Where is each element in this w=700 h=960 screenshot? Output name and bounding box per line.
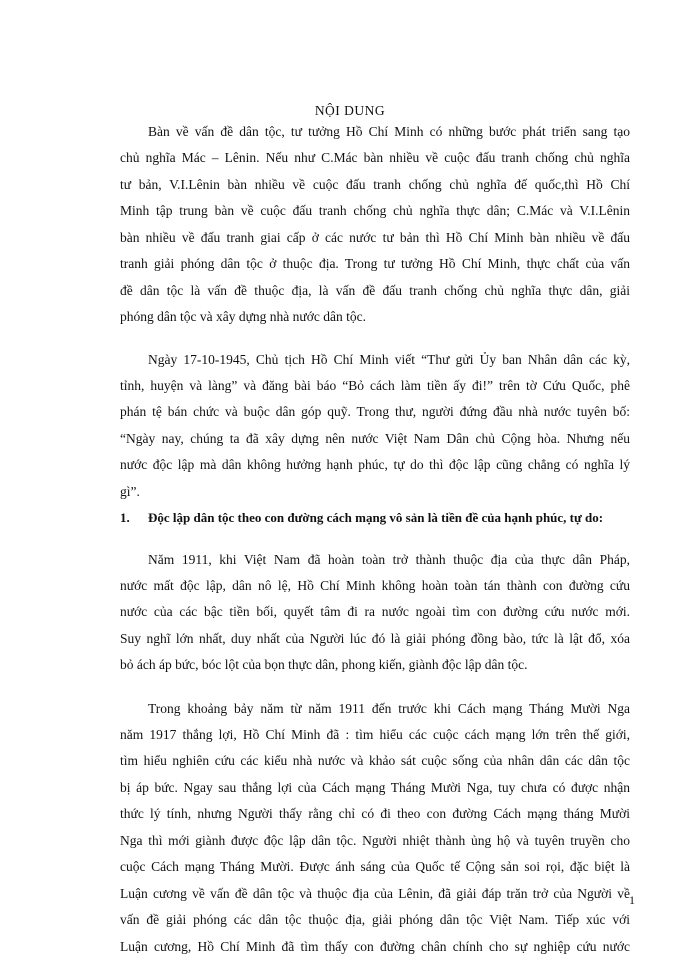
paragraph-line: Luận cương về vấn đề dân tộc và thuộc địa của Lênin, đã giải đáp trăn trở của Người về — [120, 886, 630, 901]
paragraph-line: nước độc lập mà dân không hưởng hạnh phúc, tự do thì độc lập cũng chẳng có nghĩa lý — [120, 457, 630, 472]
section-heading-number: 1. — [120, 510, 130, 525]
paragraph-line: cuộc Cách mạng Tháng Mười. Được ánh sáng của Quốc tế Cộng sản soi rọi, đặc biệt là — [120, 859, 630, 874]
paragraph-line: gì”. — [120, 484, 140, 499]
paragraph-line: bị áp bức. Ngay sau thắng lợi của Cách mạng Tháng Mười Nga, tuy chưa có được nhận — [120, 780, 630, 795]
paragraph-line: chủ nghĩa Mác – Lênin. Nếu như C.Mác bàn nhiều về cuộc đấu tranh chống chủ nghĩa — [120, 150, 630, 165]
page-title: NỘI DUNG — [314, 103, 386, 118]
paragraph-line: Trong khoảng bảy năm từ năm 1911 đến trước khi Cách mạng Tháng Mười Nga — [148, 701, 630, 716]
paragraph-line: tư bản, V.I.Lênin bàn nhiều về cuộc đấu tranh chống chủ nghĩa đế quốc,thì Hồ Chí — [120, 177, 630, 192]
paragraph-line: “Ngày nay, chúng ta đã xây dựng nên nước Việt Nam Dân chủ Cộng hòa. Nhưng nếu — [120, 431, 630, 446]
paragraph-line: đề dân tộc là vấn đề thuộc địa, là vấn đề đấu tranh chống chủ nghĩa thực dân, giải — [120, 283, 630, 298]
paragraph-line: Nga thì mới giành được độc lập dân tộc. Người nhiệt thành ủng hộ và tuyên truyền cho — [120, 833, 630, 848]
paragraph-line: thức lý tính, nhưng Người thấy rằng chỉ có đi theo con đường Cách mạng tháng Mười — [120, 806, 630, 821]
section-heading: Độc lập dân tộc theo con đường cách mạng vô sản là tiền đề của hạnh phúc, tự do: — [148, 510, 604, 525]
paragraph-line: tỉnh, huyện và làng” và đăng bài báo “Bỏ cách làm tiền ấy đi!” trên tờ Cứu Quốc, phê — [120, 378, 630, 393]
paragraph-line: Suy nghĩ lớn nhất, duy nhất của Người lúc đó là giải phóng đồng bào, tức là lật đổ, xóa — [120, 631, 630, 646]
paragraph-line: tranh giải phóng dân tộc ở thuộc địa. Trong tư tưởng Hồ Chí Minh, thực chất của vấn — [120, 256, 630, 271]
paragraph-line: nước mất độc lập, dân nô lệ, Hồ Chí Minh không hoàn toàn tán thành con đường cứu — [120, 578, 630, 593]
paragraph-line: Ngày 17-10-1945, Chủ tịch Hồ Chí Minh viết “Thư gửi Ủy ban Nhân dân các kỳ, — [148, 352, 630, 367]
paragraph-line: Luận cương, Hồ Chí Minh đã tìm thấy con đường chân chính cho sự nghiệp cứu nước — [120, 939, 630, 954]
paragraph-line: nước của các bậc tiền bối, quyết tâm đi ra nước ngoài tìm con đường cứu nước mới. — [120, 604, 630, 619]
paragraph-line: vấn đề giải phóng các dân tộc thuộc địa, giải phóng dân tộc Việt Nam. Tiếp xúc với — [120, 912, 630, 927]
paragraph-line: năm 1917 thắng lợi, Hồ Chí Minh đã : tìm hiểu các cuộc cách mạng lớn trên thế giới, — [120, 727, 630, 742]
paragraph-line: tìm hiểu nghiên cứu các kiểu nhà nước và khảo sát cuộc sống của nhân dân các dân tộc — [120, 753, 630, 768]
page-number: 1 — [629, 893, 635, 907]
paragraph-line: phán tệ bán chức và buộc dân góp quỹ. Trong thư, người đứng đầu nhà nước tuyên bố: — [120, 404, 630, 419]
paragraph-line: Minh tập trung bàn về cuộc đấu tranh chống chủ nghĩa thực dân; C.Mác và V.I.Lênin — [120, 203, 630, 218]
paragraph-line: bàn nhiều về đấu tranh giai cấp ở các nước tư bản thì Hồ Chí Minh bàn nhiều về đấu — [120, 230, 630, 245]
paragraph-line: Bàn về vấn đề dân tộc, tư tưởng Hồ Chí Minh có những bước phát triển sang tạo — [148, 124, 630, 139]
paragraph-line: phóng dân tộc và xây dựng nhà nước dân tộc. — [120, 309, 366, 324]
paragraph-line: bỏ ách áp bức, bóc lột của bọn thực dân, phong kiến, giành độc lập dân tộc. — [120, 657, 528, 672]
paragraph-line: Năm 1911, khi Việt Nam đã hoàn toàn trở thành thuộc địa của thực dân Pháp, — [148, 552, 630, 567]
